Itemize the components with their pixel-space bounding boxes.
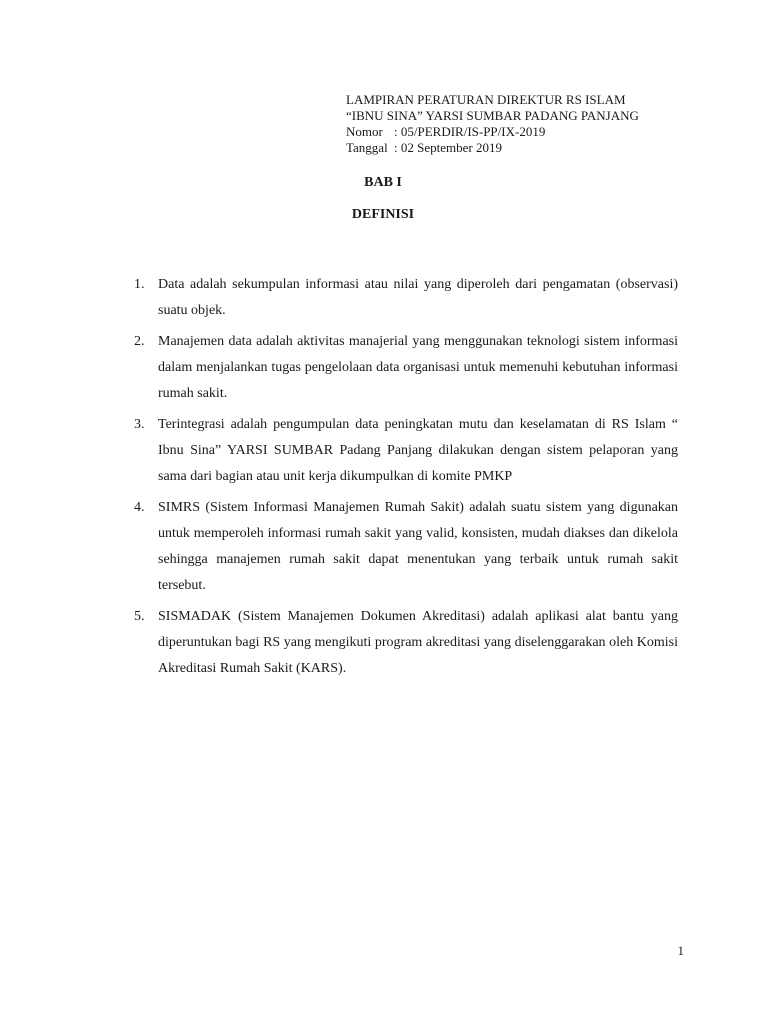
list-item [126,412,678,490]
tanggal-label: Tanggal [346,140,388,155]
item-text: Manajemen data adalah aktivitas manajerial yang menggunakan teknologi sistem informasi dalam menjalankan tugas pengelolaan data organisasi untuk memenuhi kebutuhan informasi rumah sakit. [158,334,678,401]
header-line-2: “IBNU SINA” YARSI SUMBAR PADANG PANJANG [346,108,639,123]
list-item [126,495,678,599]
header-line-1: LAMPIRAN PERATURAN DIREKTUR RS ISLAM [346,92,626,107]
item-number: 2. [134,334,145,349]
item-number: 3. [134,417,145,432]
tanggal-row [346,140,676,156]
item-number: 1. [134,277,145,292]
nomor-value: : 05/PERDIR/IS-PP/IX-2019 [394,124,546,139]
list-item [126,272,678,324]
item-text: SIMRS (Sistem Informasi Manajemen Rumah Sakit) adalah suatu sistem yang digunakan untuk memperoleh informasi rumah sakit yang valid, konsisten, mudah diakses dan dikelola sehingga manajemen rumah sakit dapat menentukan yang terbaik untuk rumah sakit tersebut. [158,500,678,593]
nomor-row [346,124,676,140]
nomor-label: Nomor [346,124,383,139]
list-item [126,329,678,407]
item-number: 5. [134,609,145,624]
definition-list [126,272,678,687]
attachment-header [346,92,676,156]
item-text: Data adalah sekumpulan informasi atau nilai yang diperoleh dari pengamatan (observasi) suatu objek. [158,277,678,318]
item-text: SISMADAK (Sistem Manajemen Dokumen Akreditasi) adalah aplikasi alat bantu yang diperuntukan bagi RS yang mengikuti program akreditasi yang diselenggarakan oleh Komisi Akreditasi Rumah Sakit (KARS). [158,609,678,676]
tanggal-value: : 02 September 2019 [394,140,502,155]
item-text: Terintegrasi adalah pengumpulan data peningkatan mutu dan keselamatan di RS Islam “ Ibnu Sina” YARSI SUMBAR Padang Panjang dilakukan dengan sistem pelaporan yang sama dari bagian atau unit kerja dikumpulkan di komite PMKP [158,417,678,484]
page-number: 1 [677,943,684,958]
list-item [126,604,678,682]
item-number: 4. [134,500,145,515]
chapter-title: DEFINISI [351,207,415,222]
chapter-number: BAB I [364,175,402,190]
